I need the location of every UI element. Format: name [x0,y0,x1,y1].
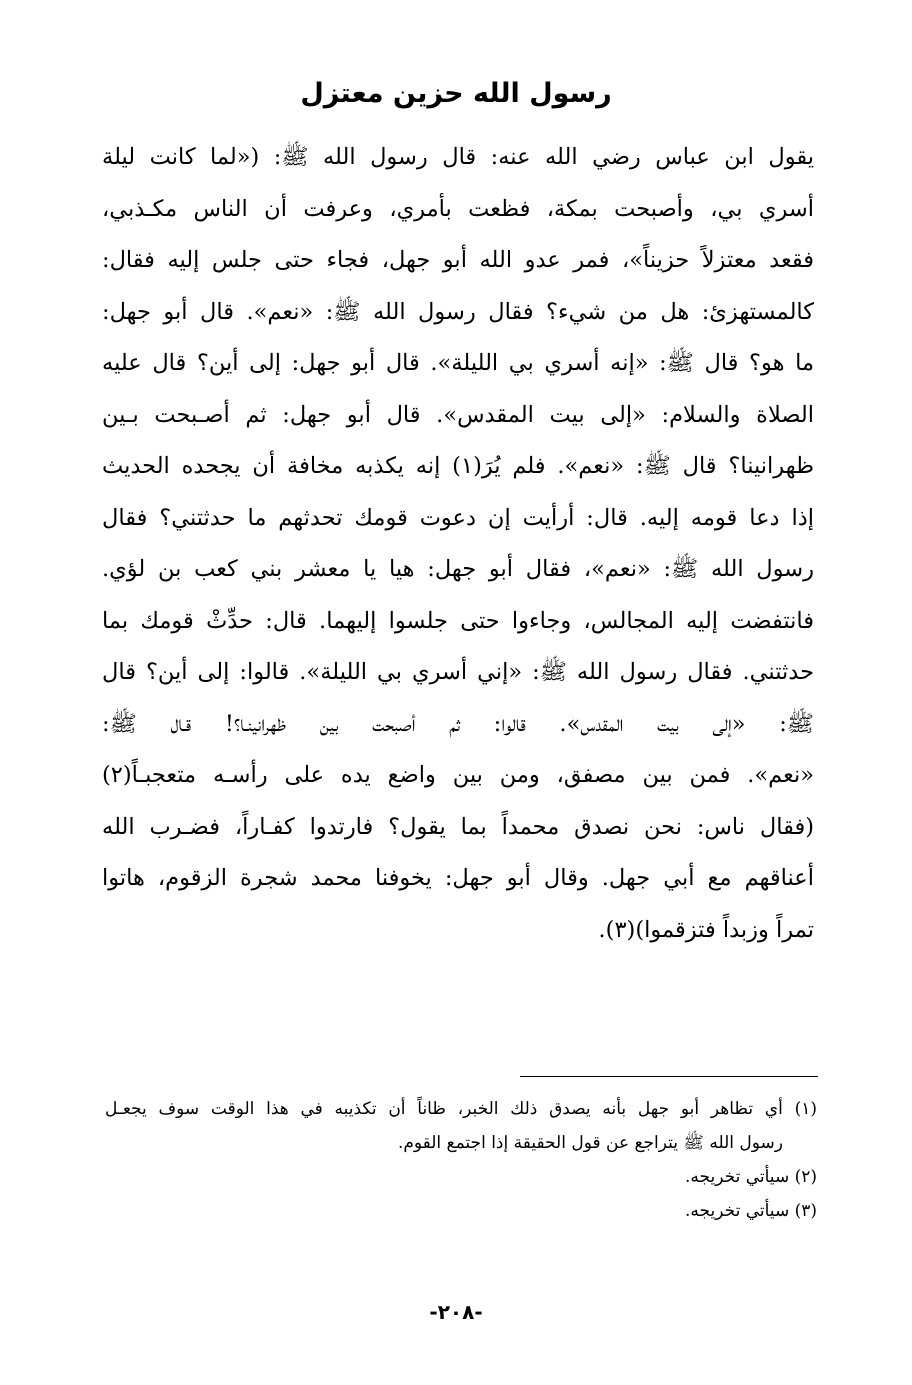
text-line: حدثتني. فقال رسول الله ﷺ: «إني أسري بي الليلة». قالوا: إلى أين؟ قال [102,659,814,685]
text-line: يقول ابن عباس رضي الله عنه: قال رسول الله ﷺ: («لما كانت ليلة [102,144,814,170]
text-line: الصلاة والسلام: «إلى بيت المقدس». قال أبو جهل: ثم أصـبحت بـين [102,401,814,428]
main-text [102,132,814,956]
footnote-2: (٢) سيأتي تخريجه. [685,1167,817,1187]
text-line: «نعم». فمن بين مصفق، ومن بين واضع يده على رأسـه متعجبـاً(٢) [102,762,814,788]
text-line: أعناقهم مع أبي جهل. وقال أبو جهل: يخوفنا محمد شجرة الزقوم، هاتوا [102,865,814,891]
text-line: كالمستهزئ: هل من شيء؟ فقال رسول الله ﷺ: «نعم». قال أبو جهل: [102,298,814,325]
footnote-3: (٣) سيأتي تخريجه. [685,1201,817,1221]
footnote-1: (١) أي تظاهر أبو جهل بأنه يصدق ذلك الخبر، ظاناً أن تكذيبه في هذا الوقت سوف يجعـل [105,1099,817,1119]
footnotes [105,1092,817,1228]
text-line: فانتفضت إليه المجالس، وجاءوا حتى جلسوا إليهما. قال: حدِّثْ قومك بما [102,607,814,634]
text-line: ﷺ: «إلى بيت المقدس». قالوا: ثم أصبحت بين ظهرانينـا؟! قـال ﷺ: [102,710,814,737]
text-line: ما هو؟ قال ﷺ: «إنه أسري بي الليلة». قال أبو جهل: إلى أين؟ قال عليه [102,350,814,376]
text-line: رسول الله ﷺ: «نعم»، فقال أبو جهل: هيا يا معشر بني كعب بن لؤي. [102,556,814,582]
text-line: فقعد معتزلاً حزيناً»، فمر عدو الله أبو جهل، فجاء حتى جلس إليه فقال: [102,247,814,273]
text-line: ظهرانينا؟ قال ﷺ: «نعم». فلم يُرَ(١) إنه يكذبه مخافة أن يجحده الحديث [102,453,814,479]
text-line: إذا دعا قومه إليه. قال: أرأيت إن دعوت قومك تحدثهم ما حدثتني؟ فقال [102,504,814,531]
text-line: أسري بي، وأصبحت بمكة، فظعت بأمري، وعرفت أن الناس مكـذبي، [102,195,814,222]
footnote-divider [520,1076,818,1077]
text-line: (فقال ناس: نحن نصدق محمداً بما يقول؟ فارتدوا كفـاراً، فضـرب الله [102,813,814,840]
page-title: رسول الله حزين معتزل [300,78,612,109]
text-line: تمراً وزبداً فتزقموا)(٣). [598,916,814,943]
footnote-1-continued: رسول الله ﷺ يتراجع عن قول الحقيقة إذا اجتمع القوم. [397,1133,783,1153]
page-number: -٢٠٨- [429,1300,483,1324]
